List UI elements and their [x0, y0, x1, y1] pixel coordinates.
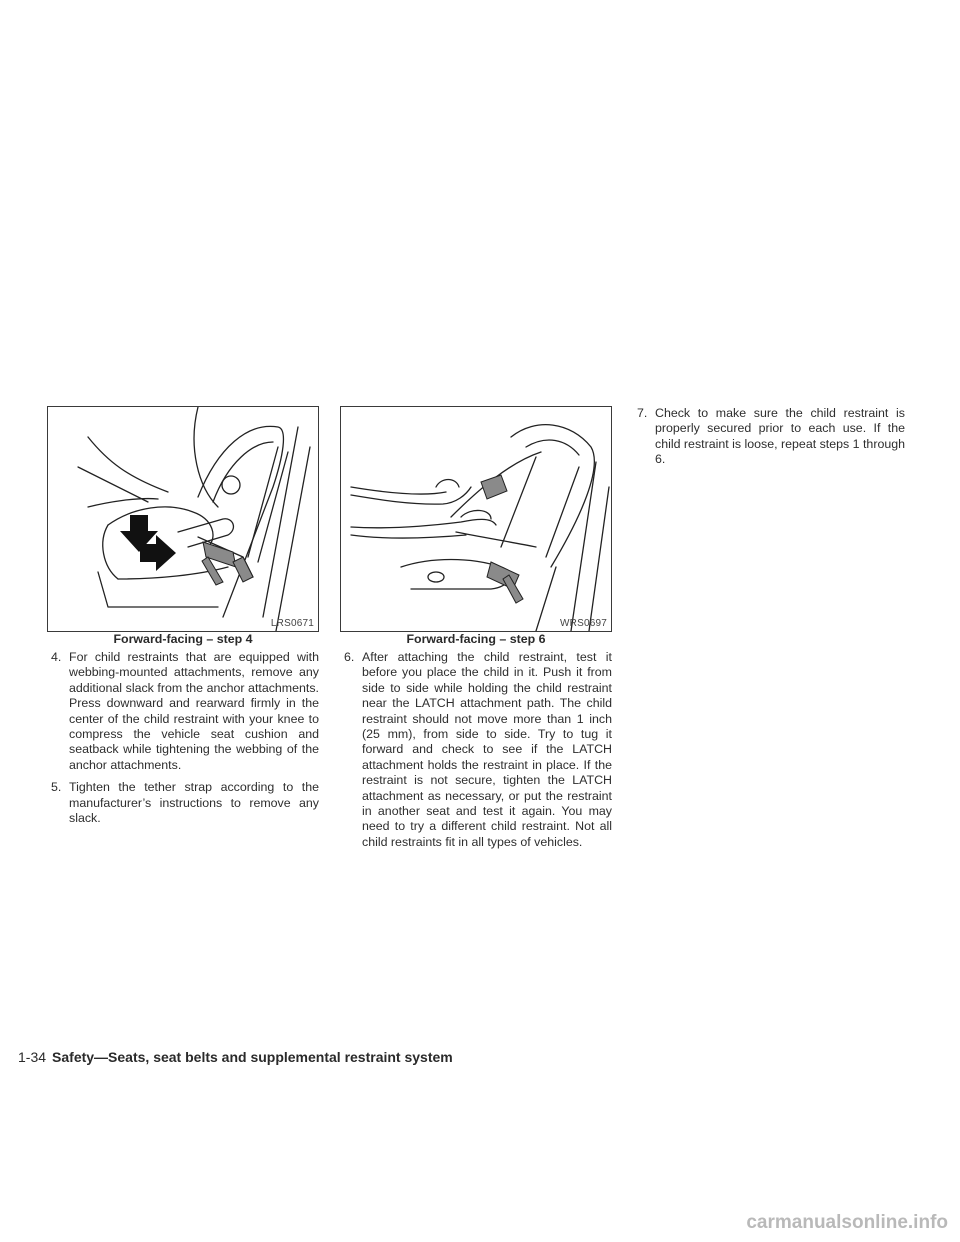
figure-step-4 [47, 406, 319, 632]
step-number: 5. [51, 780, 62, 795]
step-number: 6. [344, 650, 355, 664]
text-column-1 [47, 650, 319, 833]
figure-caption: Forward-facing – step 4 [113, 632, 253, 646]
illustration-knee-press [48, 407, 318, 631]
page-number: 1-34 [18, 1049, 47, 1065]
page-footer [18, 1049, 453, 1065]
step-text: After attaching the child restraint, test it before you place the child in it. Push it from side to side while holding the child restraint near the LATCH attachment path. The child restraint should not move more than 1 inch (25 mm), from side to side. Try to tug it forward and check to see if the LATCH attachment holds the restraint in place. If the restraint is not secure, tighten the LATCH attachment as necessary, or put the restraint in another seat and test it again. You may need to try a different child restraint. Not all child restraints fit in all types of vehicles. [362, 650, 612, 849]
step-number: 7. [637, 406, 648, 420]
step-6 [340, 650, 612, 850]
figure-step-6 [340, 406, 612, 632]
step-text: Tighten the tether strap according to the manufacturer’s instructions to remove any slack. [69, 780, 319, 826]
step-text: Check to make sure the child restraint is properly secured prior to each use. If the child restraint is loose, repeat steps 1 through 6. [655, 406, 906, 467]
step-5 [47, 780, 319, 826]
figure-caption: Forward-facing – step 6 [406, 632, 546, 646]
illustration-side-test [341, 407, 611, 631]
figure-code: LRS0671 [270, 618, 314, 629]
figure-code: WRS0697 [560, 618, 607, 629]
step-4 [47, 650, 319, 773]
text-column-3 [633, 406, 905, 475]
step-7 [633, 406, 905, 468]
step-text: For child restraints that are equipped with webbing-mounted attachments, remove any additional slack from the anchor attachments. Press downward and rearward firmly in the center of the child restraint with your knee to compress the vehicle seat cushion and seatback while tightening the webbing of the anchor attachments. [69, 650, 319, 772]
watermark-text: carmanualsonline.info [746, 1212, 948, 1233]
section-title: Safety—Seats, seat belts and supplemental restraint system [52, 1049, 453, 1065]
step-number: 4. [51, 650, 62, 664]
text-column-2 [340, 650, 612, 857]
